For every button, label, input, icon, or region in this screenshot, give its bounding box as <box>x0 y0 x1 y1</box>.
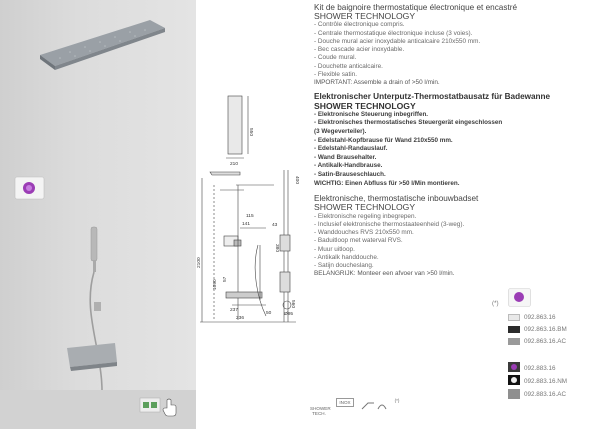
list-item: - Coude mural. <box>314 54 357 62</box>
subtitle-fr: SHOWER TECHNOLOGY <box>314 11 416 22</box>
subtitle-nl: SHOWER TECHNOLOGY <box>314 202 416 213</box>
list-item: - Antikalk-Handbrause. <box>314 162 383 170</box>
faucet-icons <box>360 399 390 413</box>
dim-50: 50 <box>266 311 272 316</box>
dim-380: 380 <box>274 244 279 253</box>
icon-note: (*) <box>394 398 400 403</box>
list-item: - Douchette anticalcaire. <box>314 62 383 70</box>
dim-57: 57 <box>223 276 228 282</box>
list-item: - Muur uitloop. <box>314 245 355 253</box>
list-item: - Contrôle électronique compris. <box>314 21 405 29</box>
feature-icons <box>310 396 410 426</box>
dim-43: 43 <box>272 223 278 228</box>
list-item: - Satin-Brauseschlauch. <box>314 170 386 178</box>
technical-drawing <box>196 0 312 429</box>
list-item: - Inclusief elektronische thermostaateenheid (3-weg). <box>314 220 465 228</box>
title-de: Elektronischer Unterputz-Thermostatbausatz für Badewanne <box>314 92 551 102</box>
dim-95: Ø95 <box>284 312 294 317</box>
list-item: - Elektronische regeling inbegrepen. <box>314 212 417 220</box>
important-note-fr: IMPORTANT: Assemble a drain of >50 l/min. <box>314 79 440 87</box>
code-note: (*) <box>492 300 499 307</box>
dim-115: 115 <box>246 214 254 219</box>
product-photo <box>0 0 196 429</box>
shower-tech-icon: SHOWER TECH. <box>310 406 331 416</box>
list-item: - Elektronisches thermostatisches Steuergerät eingeschlossen <box>314 119 503 127</box>
shower-kit-illustration <box>0 0 196 429</box>
dim-141: 141 <box>242 222 251 227</box>
title-nl: Elektronische, thermostatische inbouwbadset <box>314 194 479 204</box>
swatch-black <box>508 326 520 333</box>
list-item: - Baduitloop met waterval RVS. <box>314 237 403 245</box>
inox-icon: INOX <box>336 398 354 407</box>
code-2a: 092.883.16 <box>524 365 556 372</box>
list-item: - Wanddouches RVS 210x550 mm. <box>314 229 414 237</box>
list-item: - Flexible satin. <box>314 70 357 78</box>
list-item: - Elektronische Steuerung inbegriffen. <box>314 110 429 118</box>
list-item: - Centrale thermostatique électronique incluse (3 voies). <box>314 29 473 37</box>
dim-236: 236 <box>236 316 245 321</box>
important-note-de: WICHTIG: Einen Abfluss für >50 l/Min montieren. <box>314 179 460 187</box>
code-2b: 092.883.16.NM <box>524 378 568 385</box>
dim-2100: 2100 <box>197 257 202 268</box>
subtitle-de: SHOWER TECHNOLOGY <box>314 100 416 111</box>
code-1b: 092.863.16.BM <box>524 326 567 333</box>
list-item: - Satijn doucheslang. <box>314 262 374 270</box>
dim-560: 560 <box>290 300 295 309</box>
dim-237: 237 <box>230 308 239 313</box>
code-2c: 092.883.16.AC <box>524 391 567 398</box>
code-1a: 092.863.16 <box>524 314 556 321</box>
swatch-steel <box>508 338 520 345</box>
dimension-drawing <box>196 0 312 429</box>
list-item: - Wand Brausehalter. <box>314 153 377 161</box>
head-shower <box>40 20 165 66</box>
list-item: (3 Wegeverteiler). <box>314 128 367 135</box>
hand-shower <box>91 227 97 261</box>
list-item: - Bec cascade acier inoxydable. <box>314 46 405 54</box>
swatch-white <box>508 314 520 321</box>
dim-210: 210 <box>230 162 239 167</box>
important-note-nl: BELANGRIJK: Monteer een afvoer van >50 l/min. <box>314 270 455 278</box>
list-item: - Edelstahl-Randauslauf. <box>314 145 388 153</box>
product-codes <box>492 0 598 429</box>
control-thumbnails-dark <box>508 362 522 420</box>
code-1c: 092.863.16.AC <box>524 338 567 345</box>
list-item: - Edelstahl-Kopfbrause für Wand 210x550 mm. <box>314 136 453 144</box>
dim-400: 400 <box>294 176 299 185</box>
list-item: - Douche mural acier inoxydable anticalcaire 210x550 mm. <box>314 37 481 45</box>
dim-550: 550 <box>248 128 253 137</box>
control-thumbnail-white <box>508 288 532 308</box>
title-fr: Kit de baignoire thermostatique électronique et encastré <box>314 3 517 12</box>
dim-1090: 1090 <box>213 279 218 290</box>
list-item: - Antikalk handdouche. <box>314 253 379 261</box>
